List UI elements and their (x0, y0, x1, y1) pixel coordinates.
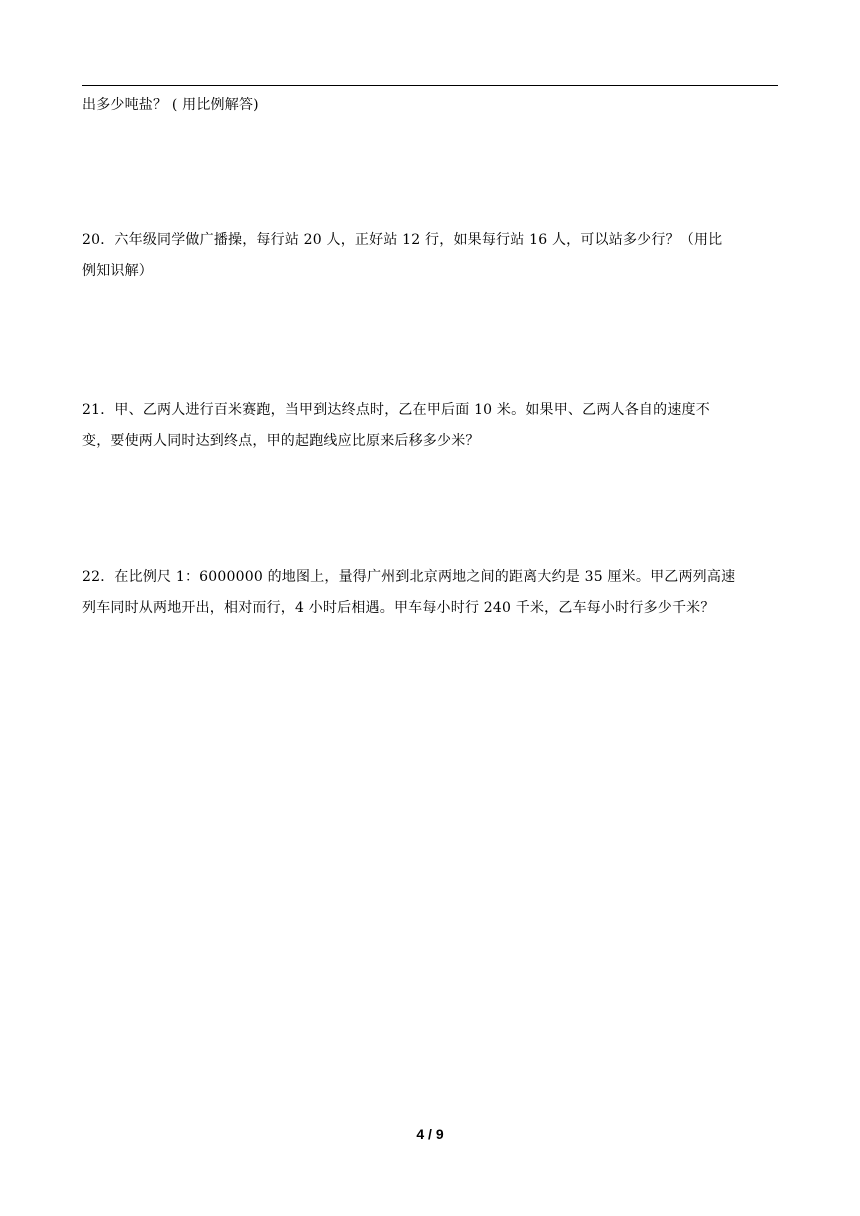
question-22-line-1: 22．在比例尺 1：6000000 的地图上，量得广州到北京两地之间的距离大约是 35 厘米。甲乙两列高速 (82, 569, 736, 585)
header-rule (82, 85, 778, 86)
question-20-line-2: 例知识解） (82, 263, 153, 279)
question-20-line-1: 20．六年级同学做广播操，每行站 20 人，正好站 12 行，如果每行站 16 人，可以站多少行？（用比 (82, 232, 723, 248)
question-21-line-1: 21．甲、乙两人进行百米赛跑，当甲到达终点时，乙在甲后面 10 米。如果甲、乙两人各自的速度不 (82, 402, 710, 418)
question-22-line-2: 列车同时从两地开出，相对而行，4 小时后相遇。甲车每小时行 240 千米，乙车每小时行多少千米？ (82, 600, 715, 616)
question-21-line-2: 变，要使两人同时达到终点，甲的起跑线应比原来后移多少米？ (82, 433, 480, 449)
continued-question-line: 出多少吨盐？ ( 用比例解答) (82, 97, 259, 113)
page-number: 4 / 9 (416, 1126, 444, 1142)
